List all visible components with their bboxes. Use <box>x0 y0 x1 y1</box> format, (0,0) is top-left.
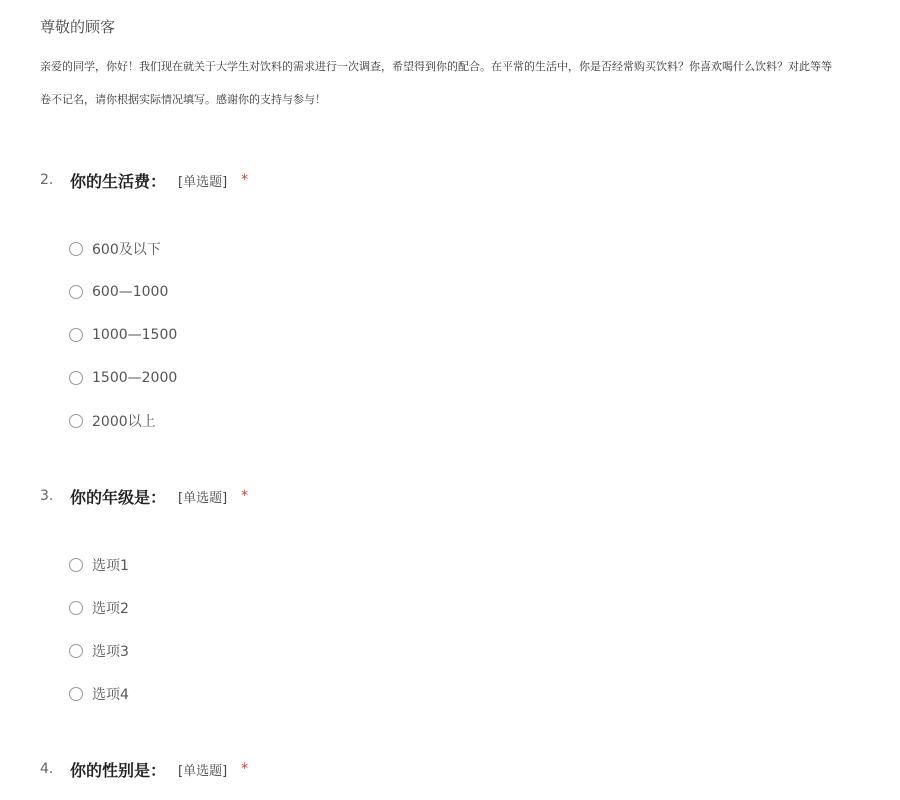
option-label: 600—1000 <box>92 284 169 300</box>
radio-button[interactable] <box>69 644 83 658</box>
question-header <box>40 169 248 191</box>
option-label: 选项1 <box>92 558 129 574</box>
intro-text-line-2: 卷不记名，请你根据实际情况填写。感谢你的支持与参与！ <box>40 93 326 106</box>
option-item[interactable] <box>69 411 156 431</box>
question-number: 4. <box>40 761 54 777</box>
radio-button[interactable] <box>69 328 83 342</box>
radio-button[interactable] <box>69 687 83 701</box>
option-item[interactable] <box>69 239 161 259</box>
question-type-label: [单选题] <box>178 490 228 506</box>
option-label: 选项4 <box>92 687 129 703</box>
option-item[interactable] <box>69 282 168 302</box>
option-label: 600及以下 <box>92 242 161 258</box>
option-item[interactable] <box>69 325 177 345</box>
option-item[interactable] <box>69 368 177 388</box>
question-title: 你的生活费： <box>70 171 167 191</box>
question-header <box>40 485 248 507</box>
option-label: 1000—1500 <box>92 327 178 343</box>
option-label: 2000以上 <box>92 414 156 430</box>
required-asterisk: * <box>241 761 249 777</box>
radio-button[interactable] <box>69 601 83 615</box>
question-title: 你的性别是： <box>70 760 167 780</box>
required-asterisk: * <box>241 172 249 188</box>
question-title: 你的年级是： <box>70 487 167 507</box>
question-type-label: [单选题] <box>178 174 228 190</box>
option-label: 选项2 <box>92 601 129 617</box>
intro-text-line-1: 亲爱的同学，你好！我们现在就关于大学生对饮料的需求进行一次调查，希望得到你的配合。在平常的生活中，你是否经常购买饮料？你喜欢喝什么饮料？对此等等 <box>40 60 832 73</box>
radio-button[interactable] <box>69 371 83 385</box>
question-number: 2. <box>40 172 54 188</box>
question-type-label: [单选题] <box>178 763 228 779</box>
option-item[interactable] <box>69 598 129 618</box>
question-header <box>40 758 248 780</box>
option-label: 选项3 <box>92 644 129 660</box>
radio-button[interactable] <box>69 285 83 299</box>
option-item[interactable] <box>69 641 129 661</box>
greeting-title: 尊敬的顾客 <box>40 18 116 36</box>
option-label: 1500—2000 <box>92 370 178 386</box>
required-asterisk: * <box>241 488 249 504</box>
question-number: 3. <box>40 488 54 504</box>
option-item[interactable] <box>69 555 129 575</box>
radio-button[interactable] <box>69 242 83 256</box>
radio-button[interactable] <box>69 558 83 572</box>
radio-button[interactable] <box>69 414 83 428</box>
option-item[interactable] <box>69 684 129 704</box>
